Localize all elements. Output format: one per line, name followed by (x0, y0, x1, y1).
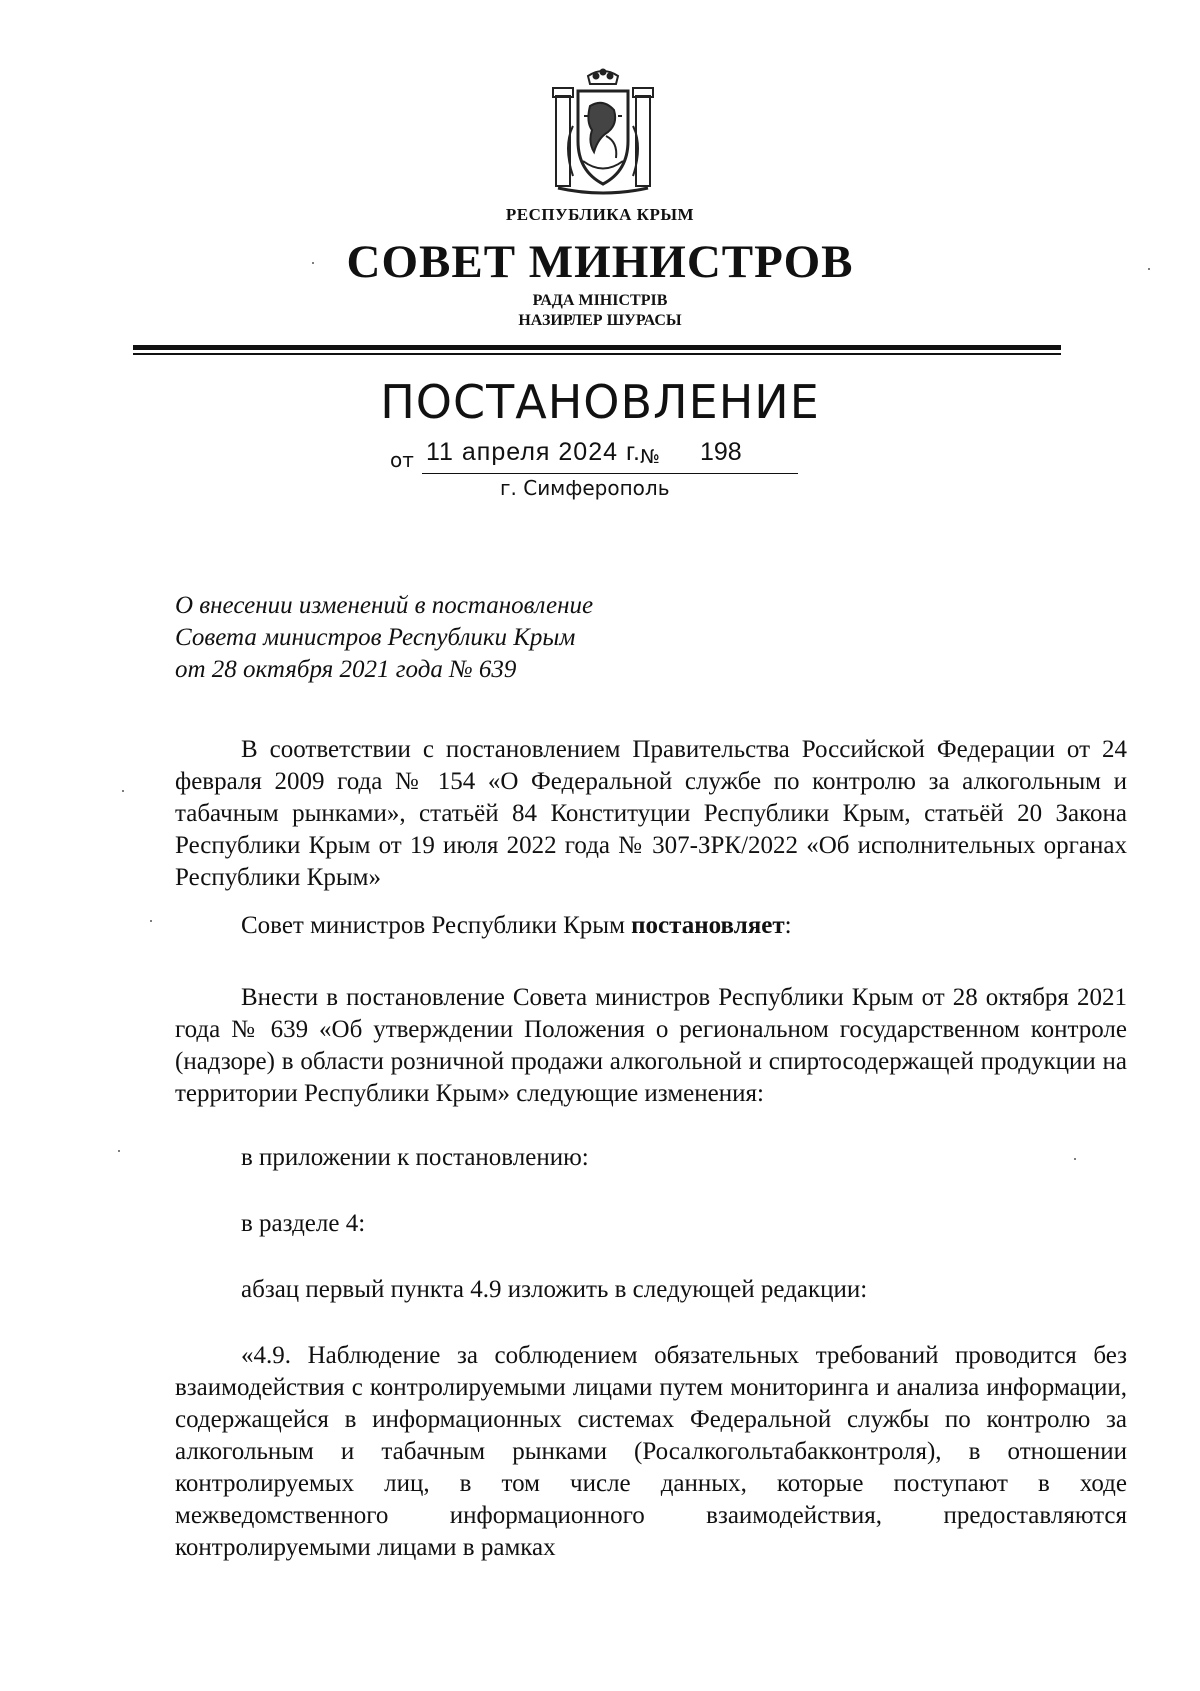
council-heading: СОВЕТ МИНИСТРОВ (346, 236, 854, 288)
clause-text-paragraph (175, 1340, 1127, 1564)
number-label: № (640, 446, 660, 468)
decree-subject (175, 590, 775, 686)
council-heading-crimean-tatar: НАЗИРЛЕР ШУРАСЫ (518, 312, 682, 329)
amendment-paragraph (175, 982, 1127, 1110)
scan-speck (1148, 268, 1150, 270)
resolution-verb: постановляет (631, 912, 785, 939)
paragraph-text: в разделе 4: (241, 1210, 366, 1237)
subject-line: Совета министров Республики Крым (175, 624, 576, 651)
paragraph-text: в приложении к постановлению: (241, 1144, 589, 1171)
decree-title: ПОСТАНОВЛЕНИЕ (380, 375, 820, 429)
republic-heading: РЕСПУБЛИКА КРЫМ (505, 205, 695, 224)
scan-speck (150, 920, 152, 922)
date-number-line (390, 438, 810, 474)
subject-line: О внесении изменений в постановление (175, 592, 594, 619)
scan-speck (122, 790, 124, 792)
header-rule-thin (133, 353, 1061, 355)
paragraph-text: Внести в постановление Совета министров Республики Крым от 28 октября 2021 года № 639 «Об утверждении Положения о региональном государственном контроле (надзоре) в области розничной продажи алкогольной и спиртосодержащей продукции на территории Республики Крым» следующие изменения: (175, 984, 1127, 1107)
paragraph-text: «4.9. Наблюдение за соблюдением обязательных требований проводится без взаимодействия с контролируемыми лицами путем мониторинга и анализа информации, содержащейся в информационных системах Федеральной службы по контролю за алкогольным и табачным рынками (Росалкогольтабакконтроля), в отношении контролируемых лиц, в том числе данных, которые поступают в ходе межведомственного информационного взаимодействия, предоставляются контролируемыми лицами в рамках (175, 1342, 1127, 1561)
appendix-paragraph (175, 1142, 1127, 1174)
scan-speck (118, 1150, 120, 1152)
date-prefix: от (390, 448, 414, 472)
resolution-paragraph (175, 910, 1127, 942)
scan-speck (1074, 1158, 1076, 1160)
subject-line: от 28 октября 2021 года № 639 (175, 656, 517, 683)
resolution-lead: Совет министров Республики Крым (241, 912, 632, 939)
resolution-colon: : (784, 912, 792, 939)
scan-speck (312, 262, 314, 264)
clause-paragraph (175, 1274, 1127, 1306)
header-rule-thick (133, 345, 1061, 350)
section-paragraph (175, 1208, 1127, 1240)
paragraph-text (175, 910, 1127, 942)
decree-date: 11 апреля 2024 г. (426, 438, 641, 466)
date-underline (422, 473, 798, 474)
paragraph-text: В соответствии с постановлением Правительства Российской Федерации от 24 февраля 2009 года № 154 «О Федеральной службе по контролю за алкогольным и табачным рынками», статьёй 84 Конституции Республики Крым, статьёй 20 Закона Республики Крым от 19 июля 2022 года № 307-ЗРК/2022 «Об исполнительных органах Республики Крым» (175, 736, 1127, 891)
crimea-coat-of-arms-emblem (548, 66, 658, 196)
paragraph-text: абзац первый пункта 4.9 изложить в следующей редакции: (241, 1276, 868, 1303)
decree-number: 198 (700, 438, 742, 466)
council-heading-ukrainian: РАДА МІНІСТРІВ (532, 292, 668, 309)
preamble-paragraph (175, 734, 1127, 894)
decree-city: г. Симферополь (500, 476, 670, 500)
